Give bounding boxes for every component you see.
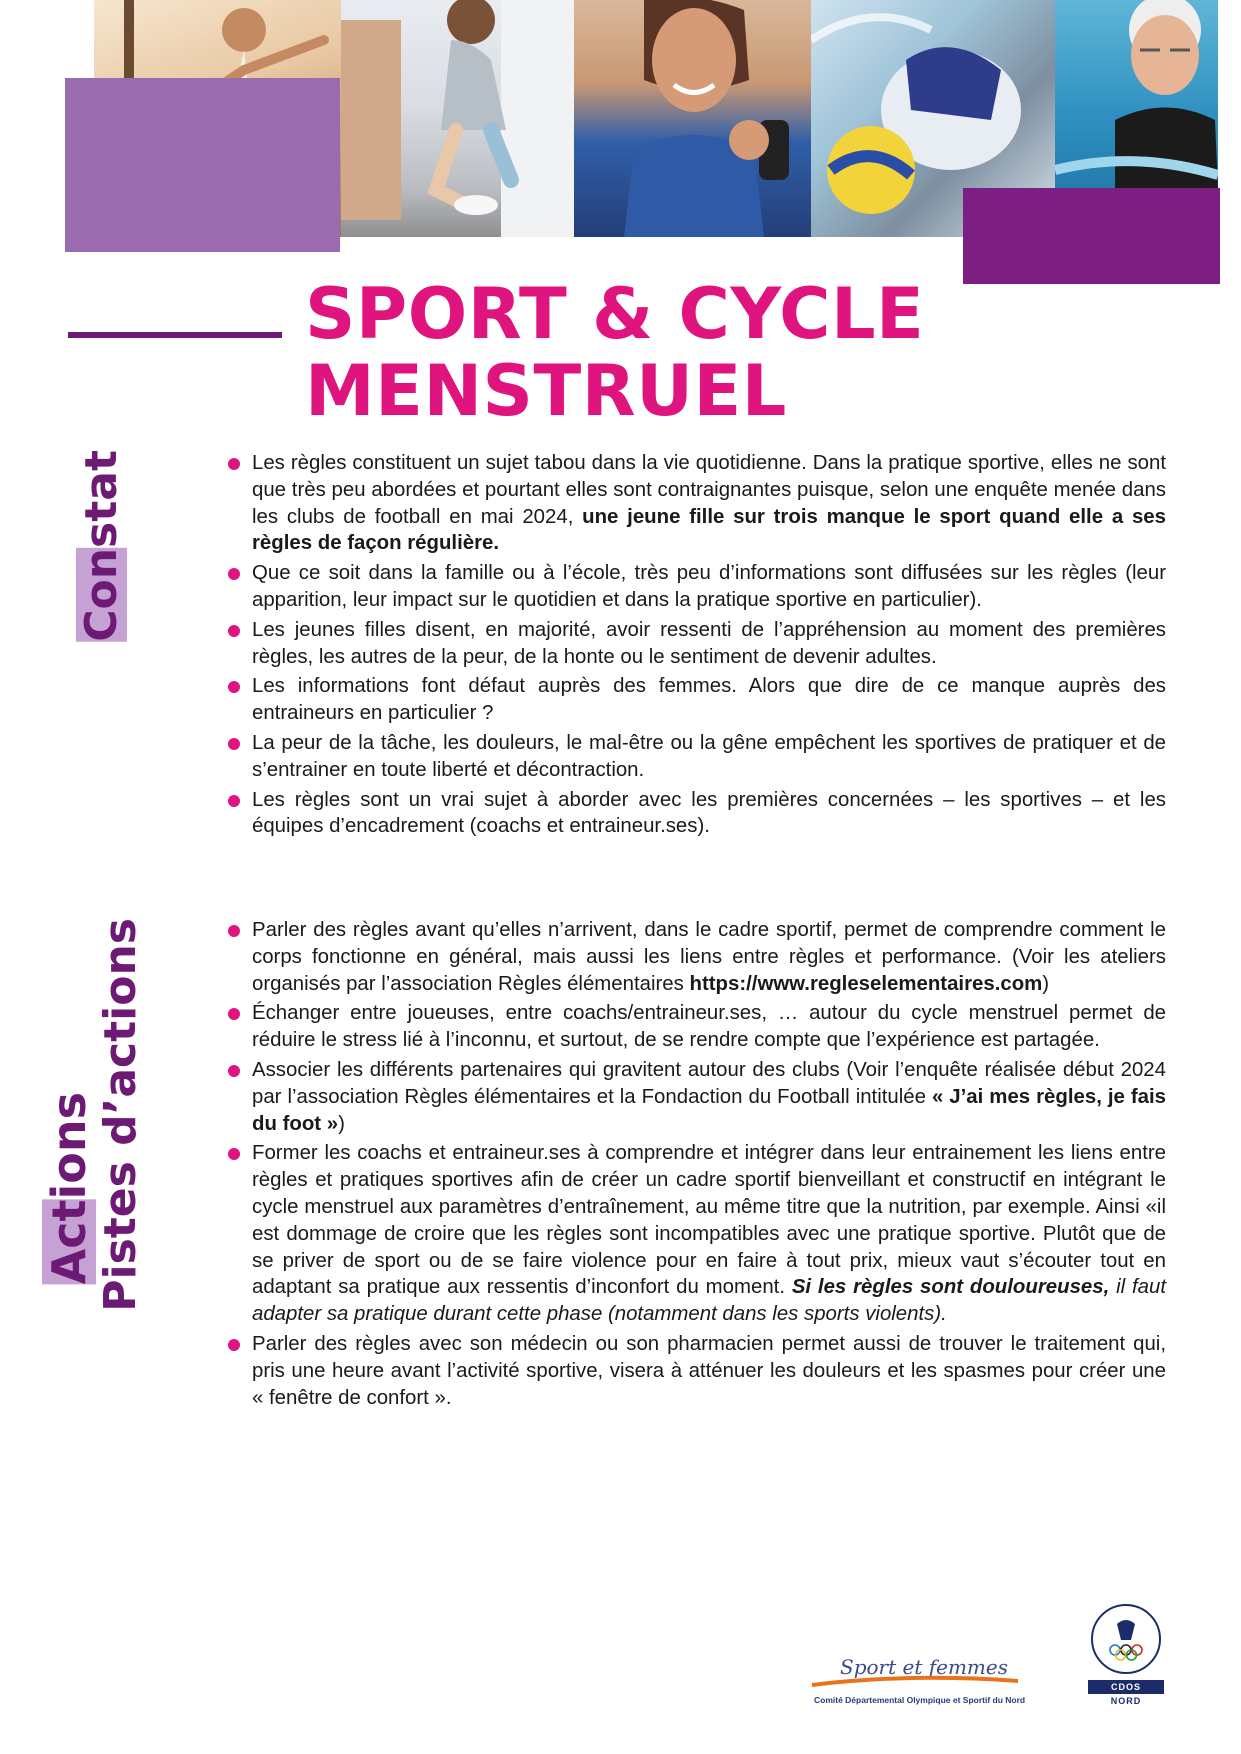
bullet-dot-icon: [228, 1339, 240, 1351]
bullet-dot-icon: [228, 1148, 240, 1160]
list-item: [228, 560, 1166, 614]
list-item: [228, 787, 1166, 841]
bullet-dot-icon: [228, 795, 240, 807]
item-text: Les règles constituent un sujet tabou dans la vie quotidienne. Dans la pratique sportive, elles ne sont que très peu abordées et pourtant elles sont contraignantes puisque, selon une enquête menée dans les clubs de football en mai 2024,: [252, 452, 1166, 528]
title-rule: [68, 332, 282, 338]
section-label-actions: [42, 1092, 96, 1284]
list-item: [228, 450, 1166, 557]
section-label-constat-rest: stat: [76, 450, 127, 548]
page-title: [305, 273, 925, 432]
list-item: [228, 1140, 1166, 1328]
item-text: Parler des règles avant qu’elles n’arrivent, dans le cadre sportif, permet de comprendre comment le corps fonctionne en général, mais aussi les liens entre règles et performance. (Voir les ateliers organisés par l’association Règles élémentaires: [252, 919, 1166, 995]
item-emphasis: une jeune fille sur trois manque le sport quand elle a ses règles de façon régulière.: [252, 505, 1166, 555]
section-label-pistes: Pistes d’actions: [95, 918, 146, 1312]
list-item: [228, 917, 1166, 997]
cdos-nord-logo: [1088, 1604, 1164, 1714]
swoosh-icon: [810, 1675, 1020, 1689]
list-item: [228, 673, 1166, 727]
bullet-dot-icon: [228, 925, 240, 937]
section-label-actions-highlight: Act: [42, 1199, 96, 1285]
bullet-dot-icon: [228, 458, 240, 470]
section-label-constat: [76, 450, 127, 642]
actions-list: [228, 917, 1166, 1414]
item-text: Associer les différents partenaires qui gravitent autour des clubs (Voir l’enquête réalisée début 2024 par l’association Règles élémentaires et la Fondaction du Football intitulée: [252, 1058, 1166, 1108]
survey-title: « J’ai mes règles, je fais du foot »: [252, 1085, 1166, 1135]
list-item: [228, 617, 1166, 671]
photo-child-running: [341, 0, 574, 237]
decor-purple-block-right: [963, 188, 1220, 284]
decor-purple-block-left: [65, 78, 340, 252]
cdos-sub-label: NORD: [1110, 1696, 1142, 1706]
constat-list: [228, 450, 1166, 843]
item-emphasis: Si les règles sont douloureuses,: [791, 1276, 1110, 1299]
sport-et-femmes-logo: [810, 1655, 1040, 1710]
cdos-label: CDOS: [1088, 1680, 1164, 1694]
item-text: Les jeunes filles disent, en majorité, avoir ressenti de l’appréhension au moment des premières règles, les autres de la peur, de la honte ou le sentiment de devenir adultes.: [252, 618, 1166, 668]
section-label-constat-highlight: Con: [76, 547, 127, 642]
item-text: Les informations font défaut auprès des femmes. Alors que dire de ce manque auprès des entraineurs en particulier ?: [252, 675, 1166, 725]
item-text: Les règles sont un vrai sujet à aborder avec les premières concernées – les sportives – et les équipes d’encadrement (coachs et entraineur.ses).: [252, 788, 1166, 838]
item-text: Que ce soit dans la famille ou à l’école, très peu d’informations sont diffusées sur les règles (leur apparition, leur impact sur le quotidien et dans la pratique sportive en particulier).: [252, 562, 1166, 611]
list-item: [228, 1057, 1166, 1137]
bullet-dot-icon: [228, 738, 240, 750]
item-text: Former les coachs et entraineur.ses à comprendre et intégrer dans leur entrainement les liens entre règles et pratiques sportives afin de créer un cadre sportif bienveillant et constructif en intégrant le cycle menstruel aux paramètres d’entraînement, au même titre que la nutrition, par exemple. Ainsi «il est dommage de croire que les règles sont incompatibles avec une pratique sportive. Plutôt que de se priver de sport ou de se faire violence pour en faire à tout prix, mieux vaut s’écouter tout en adaptant sa pratique aux ressentis d’inconfort du moment.: [252, 1142, 1166, 1299]
cnosf-emblem-icon: [1091, 1604, 1161, 1674]
title-line-1: SPORT & CYCLE: [305, 273, 925, 355]
website-link[interactable]: https://www.regleselementaires.com: [689, 972, 1043, 995]
bullet-dot-icon: [228, 568, 240, 580]
list-item: [228, 1331, 1166, 1411]
title-line-2: MENSTRUEL: [305, 350, 787, 432]
bullet-dot-icon: [228, 1065, 240, 1077]
item-text-tail: ): [1042, 972, 1050, 995]
sport-et-femmes-wordmark: Sport et femmes: [840, 1655, 1008, 1679]
bullet-dot-icon: [228, 625, 240, 637]
item-text: Parler des règles avec son médecin ou son pharmacien permet aussi de trouver le traitement qui, pris une heure avant l’activité sportive, visera à atténuer les douleurs et les spasmes pour créer une « fenêtre de confort ».: [252, 1332, 1166, 1409]
section-label-actions-rest: ions: [42, 1092, 96, 1200]
list-item: [228, 730, 1166, 784]
item-text: La peur de la tâche, les douleurs, le mal-être ou la gêne empêchent les sportives de pratiquer et de s’entrainer en toute liberté et décontraction.: [252, 731, 1166, 781]
cdos-nord-caption: Comité Départemental Olympique et Sportif du Nord: [814, 1695, 1026, 1705]
bullet-dot-icon: [228, 681, 240, 693]
photo-woman-jogging: [574, 0, 811, 237]
item-text-tail: ): [338, 1112, 345, 1135]
item-text: Échanger entre joueuses, entre coachs/entraineur.ses, … autour du cycle menstruel permet de réduire le stress lié à l’inconnu, et surtout, de se rendre compte que l’expérience est partagée.: [252, 1002, 1166, 1052]
item-italic: il faut adapter sa pratique durant cette phase (notamment dans les sports violents).: [252, 1276, 1167, 1326]
bullet-dot-icon: [228, 1008, 240, 1020]
list-item: [228, 1000, 1166, 1054]
